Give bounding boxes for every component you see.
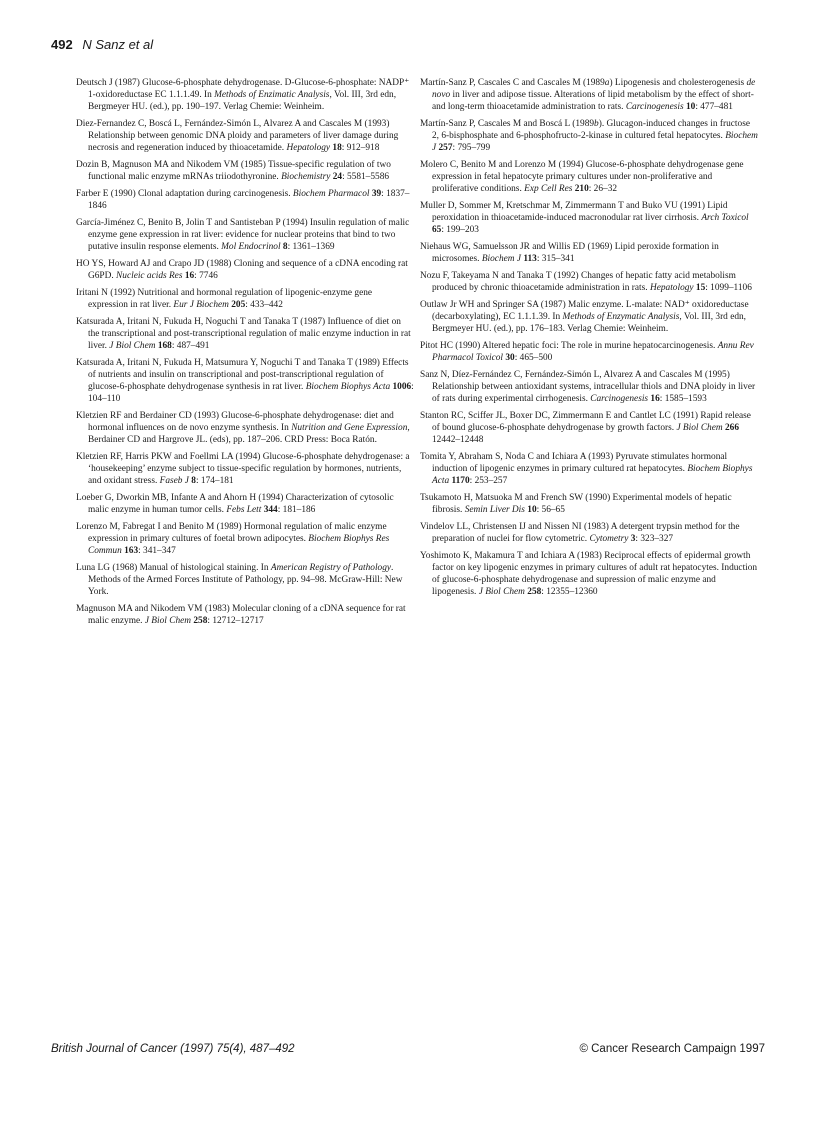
reference-entry: Lorenzo M, Fabregat I and Benito M (1989) Hormonal regulation of malic enzyme expression in primary cultures of foetal brown adipocytes. Biochem Biophys Res Commun 163: 341–347 xyxy=(76,522,390,556)
reference-entry: Yoshimoto K, Makamura T and Ichiara A (1983) Reciprocal effects of epidermal growth factor on key lipogenic enzymes in primary cultures of adult rat hepatocytes. Induction of glucose-6-phosphate dehydrogenase and supression of malic enzyme and lipogenesis. J Biol Chem 258: 12355–12360 xyxy=(420,551,758,597)
reference-entry: Muller D, Sommer M, Kretschmar M, Zimmermann T and Buko VU (1991) Lipid peroxidation in thioacetamide-induced macronodular rat liver cirrhosis. Arch Toxicol 65: 199–203 xyxy=(420,201,749,235)
reference-entry: HO YS, Howard AJ and Crapo JD (1988) Cloning and sequence of a cDNA encoding rat G6PD. Nucleic acids Res 16: 7746 xyxy=(76,259,408,281)
reference-entry: Loeber G, Dworkin MB, Infante A and Ahorn H (1994) Characterization of cytosolic malic enzyme in human tumor cells. Febs Lett 344: 181–186 xyxy=(76,493,394,515)
running-authors: N Sanz et al xyxy=(82,37,154,52)
reference-entry: Kletzien RF, Harris PKW and Foellmi LA (1994) Glucose-6-phosphate dehydrogenase: a ‘housekeeping’ enzyme subject to tissue-specific regulation by hormones, nutrients, and oxidant stress. Faseb J 8: 174–181 xyxy=(76,452,410,486)
reference-entry: Pitot HC (1990) Altered hepatic foci: The role in murine hepatocarcinogenesis. Annu Rev Pharmacol Toxicol 30: 465–500 xyxy=(420,341,754,363)
references-column-left xyxy=(76,77,414,632)
reference-entry: Iritani N (1992) Nutritional and hormonal regulation of lipogenic-enzyme gene expression in rat liver. Eur J Biochem 205: 433–442 xyxy=(76,288,373,310)
journal-citation: British Journal of Cancer (1997) 75(4), 487–492 xyxy=(51,1043,295,1055)
reference-entry: Sanz N, Díez-Fernández C, Fernández-Simón L, Alvarez A and Cascales M (1995) Relationship between antioxidant systems, intracellular thiols and DNA ploidy in liver of rats during experimental cirrhogenesis. Carcinogenesis 16: 1585–1593 xyxy=(420,370,756,404)
reference-entry: Tsukamoto H, Matsuoka M and French SW (1990) Experimental models of hepatic fibrosis. Semin Liver Dis 10: 56–65 xyxy=(420,493,732,515)
reference-entry: Diez-Fernandez C, Boscá L, Fernández-Simón L, Alvarez A and Cascales M (1993) Relationship between genomic DNA ploidy and parameters of liver damage during necrosis and regeneration induced by thioacetamide. Hepatology 18: 912–918 xyxy=(76,119,399,153)
reference-entry: Deutsch J (1987) Glucose-6-phosphate dehydrogenase. D-Glucose-6-phosphate: NADP⁺ 1-oxidoreductase EC 1.1.1.49. In Methods of Enzimatic Analysis, Vol. III, 3rd edn, Bergmeyer HU. (ed.), pp. 190–197. Verlag Chemie: Weinheim. xyxy=(76,78,410,112)
reference-entry: Katsurada A, Iritani N, Fukuda H, Noguchi T and Tanaka T (1987) Influence of diet on the transcriptional and post-transcriptional regulation of malic enzyme induction in rat liver. J Biol Chem 168: 487–491 xyxy=(76,317,411,351)
reference-entry: Niehaus WG, Samuelsson JR and Willis ED (1969) Lipid peroxide formation in microsomes. Biochem J 113: 315–341 xyxy=(420,242,719,264)
reference-entry: Stanton RC, Sciffer JL, Boxer DC, Zimmermann E and Cantlet LC (1991) Rapid release of bound glucose-6-phosphate dehydrogenase by growth factors. J Biol Chem 266 12442–12448 xyxy=(420,411,751,445)
reference-entry: Farber E (1990) Clonal adaptation during carcinogenesis. Biochem Pharmacol 39: 1837–1846 xyxy=(76,189,410,211)
copyright-notice: © Cancer Research Campaign 1997 xyxy=(579,1043,765,1055)
running-header xyxy=(51,37,153,52)
references-column-right xyxy=(420,77,758,603)
reference-entry: García-Jiménez C, Benito B, Jolin T and Santisteban P (1994) Insulin regulation of malic enzyme gene expression in rat liver: evidence for nuclear proteins that bind to two putative insulin response elements. Mol Endocrinol 8: 1361–1369 xyxy=(76,218,410,252)
reference-entry: Molero C, Benito M and Lorenzo M (1994) Glucose-6-phosphate dehydrogenase gene expression in fetal hepatocyte primary cultures under non-proliferative and proliferative conditions. Exp Cell Res 210: 26–32 xyxy=(420,160,744,194)
reference-entry: Tomita Y, Abraham S, Noda C and Ichiara A (1993) Pyruvate stimulates hormonal induction of lipogenic enzymes in primary cultured rat hepatocytes. Biochem Biophys Acta 1170: 253–257 xyxy=(420,452,753,486)
reference-entry: Dozin B, Magnuson MA and Nikodem VM (1985) Tissue-specific regulation of two functional malic enzyme mRNAs triiodothyronine. Biochemistry 24: 5581–5586 xyxy=(76,160,391,182)
reference-entry: Katsurada A, Iritani N, Fukuda H, Matsumura Y, Noguchi T and Tanaka T (1989) Effects of nutrients and insulin on transcriptional and post-transcriptional regulation of glucose-6-phosphate dehydrogenase synthesis in rat liver. Biochem Biophys Acta 1006: 104–110 xyxy=(76,358,414,404)
page-number: 492 xyxy=(51,37,73,52)
reference-entry: Martín-Sanz P, Cascales M and Boscá L (1989b). Glucagon-induced changes in fructose 2, 6-bisphosphate and 6-phosphofructo-2-kinase in cultured fetal hepatocytes. Biochem J 257: 795–799 xyxy=(420,119,758,153)
reference-entry: Martín-Sanz P, Cascales C and Cascales M (1989a) Lipogenesis and cholesterogenesis de novo in liver and adipose tissue. Alterations of lipid metabolism by the effect of short- and long-term thioacetamide administration to rats. Carcinogenesis 10: 477–481 xyxy=(420,78,756,112)
reference-entry: Outlaw Jr WH and Springer SA (1987) Malic enzyme. L-malate: NAD⁺ oxidoreductase (decarboxylating), EC 1.1.1.39. In Methods of Enzymatic Analysis, Vol. III, 3rd edn, Bergmeyer HU. (ed.), pp. 176–183. Verlag Chemie: Weinheim. xyxy=(420,300,749,334)
reference-entry: Luna LG (1968) Manual of histological staining. In American Registry of Pathology. Methods of the Armed Forces Institute of Pathology, pp. 94–98. McGraw-Hill: New York. xyxy=(76,563,403,597)
reference-entry: Kletzien RF and Berdainer CD (1993) Glucose-6-phosphate dehydrogenase: diet and hormonal influences on de novo enzyme synthesis. In Nutrition and Gene Expression, Berdainer CD and Hargrove JL. (eds), pp. 187–206. CRD Press: Boca Ratón. xyxy=(76,411,410,445)
reference-entry: Magnuson MA and Nikodem VM (1983) Molecular cloning of a cDNA sequence for rat malic enzyme. J Biol Chem 258: 12712–12717 xyxy=(76,604,406,626)
reference-entry: Nozu F, Takeyama N and Tanaka T (1992) Changes of hepatic fatty acid metabolism produced by chronic thioacetamide administration in rats. Hepatology 15: 1099–1106 xyxy=(420,271,752,293)
reference-entry: Vindelov LL, Christensen IJ and Nissen NI (1983) A detergent trypsin method for the preparation of nuclei for flow cytometric. Cytometry 3: 323–327 xyxy=(420,522,740,544)
